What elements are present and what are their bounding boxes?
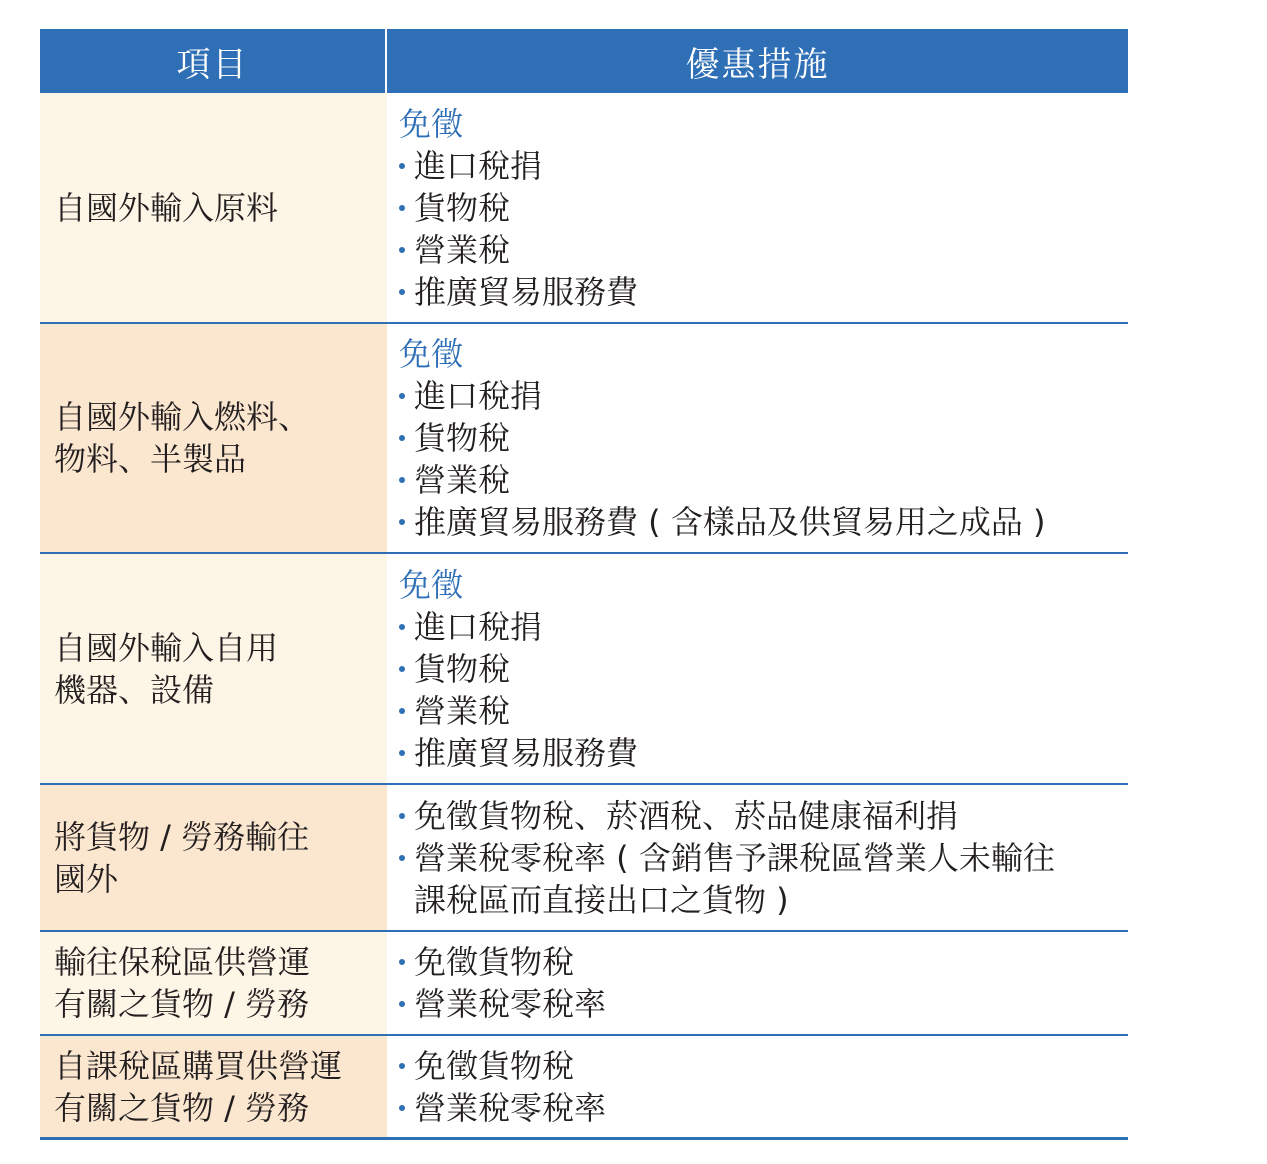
bullet-dot-icon [399, 205, 405, 211]
bullet-dot-icon [399, 477, 405, 483]
item-cell [40, 785, 387, 930]
table-row [40, 932, 1128, 1036]
bullet-item: 貨物稅 [399, 648, 1128, 690]
item-label: 將貨物 / 勞務輸往 國外 [54, 817, 310, 898]
item-cell [40, 554, 387, 783]
bullet-item: 營業稅 [399, 229, 1128, 271]
bullet-item: 營業稅零稅率 [399, 1087, 1128, 1129]
item-cell [40, 1036, 387, 1137]
bullet-dot-icon [399, 247, 405, 253]
bullet-dot-icon [399, 666, 405, 672]
bullet-dot-icon [399, 750, 405, 756]
subhead-exempt: 免徵 [399, 104, 464, 143]
bullet-dot-icon [399, 959, 405, 965]
bullet-dot-icon [399, 393, 405, 399]
item-label: 自課稅區購買供營運 有關之貨物 / 勞務 [54, 1046, 343, 1127]
bullet-dot-icon [399, 1063, 405, 1069]
bullet-item: 免徵貨物稅 [399, 941, 1128, 983]
bullet-item: 免徵貨物稅 [399, 1045, 1128, 1087]
bullet-dot-icon [399, 708, 405, 714]
bullet-dot-icon [399, 855, 405, 861]
bullet-item: 營業稅零稅率 [399, 983, 1128, 1025]
item-label: 自國外輸入燃料、 物料、半製品 [54, 398, 311, 478]
bullet-dot-icon [399, 1001, 405, 1007]
header-measure: 優惠措施 [685, 44, 830, 85]
subhead-exempt: 免徵 [399, 335, 464, 373]
bullet-dot-icon [399, 163, 405, 169]
item-label: 輸往保稅區供營運 有關之貨物 / 勞務 [54, 943, 311, 1023]
table-row [40, 1036, 1128, 1140]
bullet-item: 進口稅捐 [399, 375, 1128, 417]
table-header [40, 29, 1128, 93]
measure-cell [387, 785, 1128, 930]
measure-cell [387, 93, 1128, 322]
bullet-item: 營業稅 [399, 690, 1128, 732]
bullet-item: 推廣貿易服務費 [399, 271, 1128, 313]
bullet-dot-icon [399, 624, 405, 630]
item-cell [40, 932, 387, 1034]
bullet-dot-icon [399, 813, 405, 819]
measure-cell [387, 324, 1128, 552]
bullet-item: 推廣貿易服務費 ( 含樣品及供貿易用之成品 ) [399, 501, 1128, 543]
bullet-dot-icon [399, 1105, 405, 1111]
bullet-item: 進口稅捐 [399, 145, 1128, 187]
bullet-item: 貨物稅 [399, 417, 1128, 459]
bullet-item: 營業稅零稅率 ( 含銷售予課稅區營業人未輸往 課稅區而直接出口之貨物 ) [399, 837, 1128, 921]
benefits-table [40, 29, 1128, 1140]
bullet-item: 推廣貿易服務費 [399, 732, 1128, 774]
table-row [40, 554, 1128, 785]
item-cell [40, 324, 387, 552]
table-row [40, 93, 1128, 324]
bullet-dot-icon [399, 519, 405, 525]
bullet-dot-icon [399, 435, 405, 441]
item-label: 自國外輸入自用 機器、設備 [54, 628, 279, 709]
bullet-item: 進口稅捐 [399, 606, 1128, 648]
measure-cell [387, 554, 1128, 783]
measure-cell [387, 1036, 1128, 1137]
bullet-item: 免徵貨物稅、菸酒稅、菸品健康福利捐 [399, 795, 1128, 837]
item-cell [40, 93, 387, 322]
subhead-exempt: 免徵 [399, 565, 464, 604]
header-item: 項目 [40, 29, 387, 93]
bullet-item: 貨物稅 [399, 187, 1128, 229]
table-row [40, 324, 1128, 554]
bullet-dot-icon [399, 289, 405, 295]
table-row [40, 785, 1128, 932]
bullet-item: 營業稅 [399, 459, 1128, 501]
measure-cell [387, 932, 1128, 1034]
item-label: 自國外輸入原料 [54, 188, 279, 227]
